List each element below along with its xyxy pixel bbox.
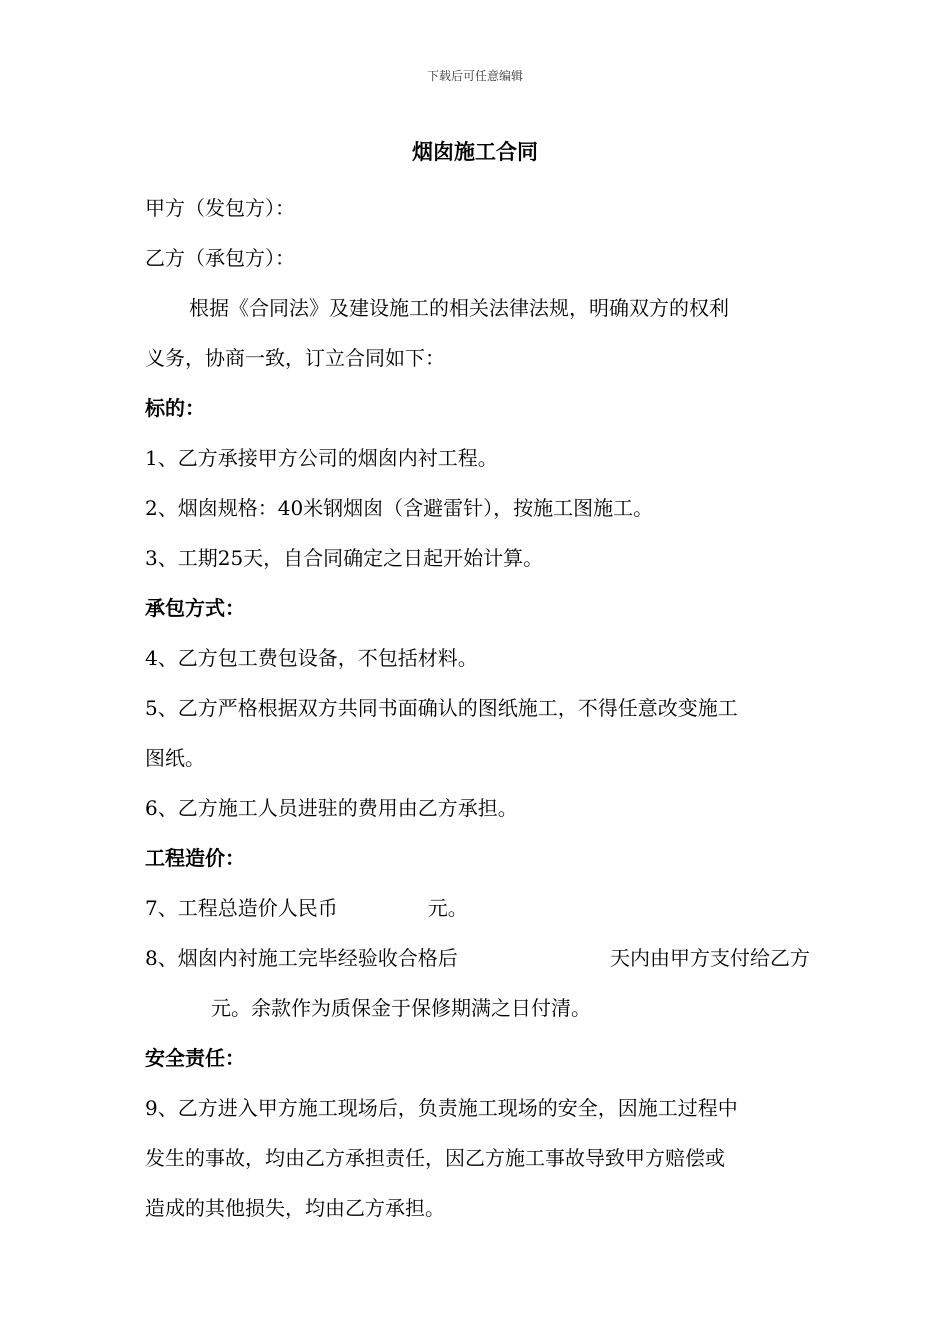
clause-7-text-b: 元。 — [427, 896, 468, 920]
clause-1: 1、乙方承接甲方公司的烟囱内衬工程。 — [145, 446, 498, 470]
section-heading-price: 工程造价： — [145, 846, 245, 870]
clause-9-line-2: 发生的事故，均由乙方承担责任，因乙方施工事故导致甲方赔偿或 — [145, 1146, 725, 1170]
clause-5-line-1: 5、乙方严格根据双方共同书面确认的图纸施工，不得任意改变施工 — [145, 696, 738, 720]
clause-9-line-1: 9、乙方进入甲方施工现场后，负责施工现场的安全，因施工过程中 — [145, 1096, 738, 1120]
clause-4: 4、乙方包工费包设备，不包括材料。 — [145, 646, 478, 670]
clause-8-line-1 — [145, 933, 810, 983]
header-note: 下载后可任意编辑 — [426, 69, 523, 83]
clause-6: 6、乙方施工人员进驻的费用由乙方承担。 — [145, 796, 518, 820]
intro-line-2: 义务，协商一致，订立合同如下： — [145, 346, 445, 370]
party-b-line: 乙方（承包方）： — [145, 246, 295, 270]
contract-body — [145, 183, 810, 1233]
clause-3: 3、工期25天，自合同确定之日起开始计算。 — [145, 546, 544, 570]
clause-9-line-3: 造成的其他损失，均由乙方承担。 — [145, 1196, 445, 1220]
clause-8-text-a: 8、烟囱内衬施工完毕经验收合格后 — [145, 946, 458, 970]
section-heading-subject: 标的： — [145, 396, 205, 420]
section-heading-safety: 安全责任： — [145, 1046, 245, 1070]
party-a-line: 甲方（发包方）： — [145, 196, 295, 220]
section-heading-contracting: 承包方式： — [145, 596, 245, 620]
document-title: 烟囱施工合同 — [412, 139, 538, 164]
clause-5-line-2: 图纸。 — [145, 746, 205, 770]
clause-2: 2、烟囱规格：40米钢烟囱（含避雷针），按施工图施工。 — [145, 496, 654, 520]
clause-8-text-b: 天内由甲方支付给乙方 — [610, 946, 810, 970]
intro-line-1: 根据《合同法》及建设施工的相关法律法规，明确双方的权利 — [189, 296, 729, 320]
clause-7 — [145, 883, 810, 933]
clause-7-text-a: 7、工程总造价人民币 — [145, 896, 338, 920]
clause-8-line-2: 元。余款作为质保金于保修期满之日付清。 — [211, 996, 591, 1020]
